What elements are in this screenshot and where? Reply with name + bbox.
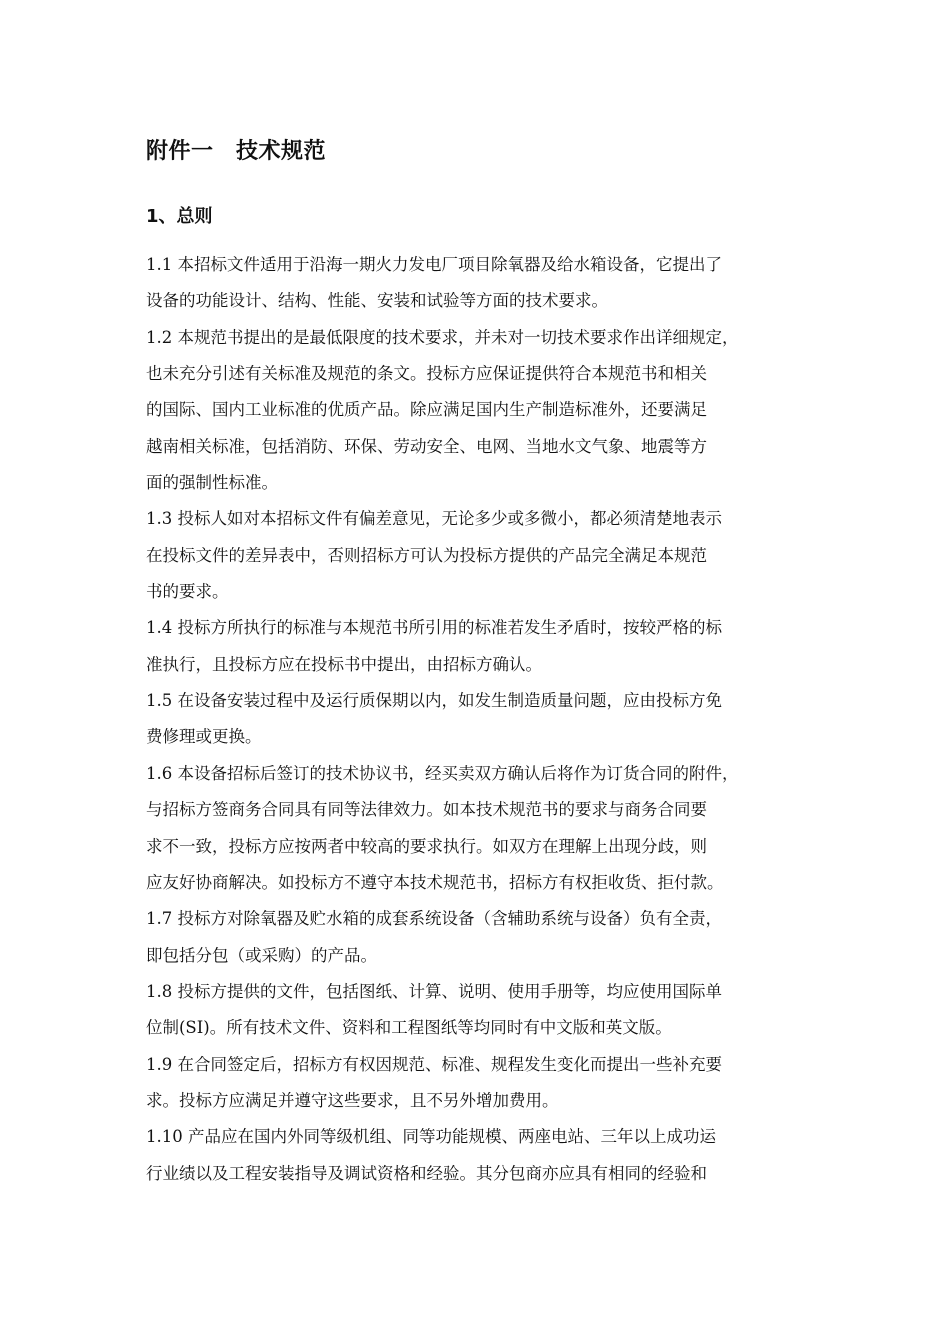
clause-list <box>146 247 830 1192</box>
text-line: 行业绩以及工程安装指导及调试资格和经验。其分包商亦应具有相同的经验和 <box>146 1163 707 1183</box>
text-line: 1.4 投标方所执行的标准与本规范书所引用的标准若发生矛盾时，按较严格的标 <box>146 618 722 638</box>
text-line: 1.5 在设备安装过程中及运行质保期以内，如发生制造质量问题，应由投标方免 <box>146 691 722 711</box>
text-line: 即包括分包（或采购）的产品。 <box>146 945 377 965</box>
text-line: 求。投标方应满足并遵守这些要求，且不另外增加费用。 <box>146 1090 559 1110</box>
text-line: 1.8 投标方提供的文件，包括图纸、计算、说明、使用手册等，均应使用国际单 <box>146 981 722 1001</box>
text-line: 也未充分引述有关标准及规范的条文。投标方应保证提供符合本规范书和相关 <box>146 364 707 384</box>
text-line: 越南相关标准，包括消防、环保、劳动安全、电网、当地水文气象、地震等方 <box>146 436 707 456</box>
text-line: 1.6 本设备招标后签订的技术协议书，经买卖双方确认后将作为订货合同的附件， <box>146 763 739 783</box>
text-line: 的国际、国内工业标准的优质产品。除应满足国内生产制造标准外，还要满足 <box>146 400 707 420</box>
text-line: 1.3 投标人如对本招标文件有偏差意见，无论多少或多微小，都必须清楚地表示 <box>146 509 722 529</box>
text-line: 在投标文件的差异表中，否则招标方可认为投标方提供的产品完全满足本规范 <box>146 545 707 565</box>
text-line: 1.10 产品应在国内外同等级机组、同等功能规模、两座电站、三年以上成功运 <box>146 1127 716 1147</box>
text-line: 设备的功能设计、结构、性能、安装和试验等方面的技术要求。 <box>146 291 608 311</box>
text-line: 书的要求。 <box>146 582 229 602</box>
text-line: 费修理或更换。 <box>146 727 262 747</box>
text-line: 准执行，且投标方应在投标书中提出，由招标方确认。 <box>146 654 542 674</box>
text-line: 求不一致，投标方应按两者中较高的要求执行。如双方在理解上出现分歧，则 <box>146 836 707 856</box>
document-title: 附件一 技术规范 <box>146 139 327 164</box>
text-line: 1.2 本规范书提出的是最低限度的技术要求，并未对一切技术要求作出详细规定， <box>146 327 739 347</box>
text-line: 与招标方签商务合同具有同等法律效力。如本技术规范书的要求与商务合同要 <box>146 800 707 820</box>
text-line: 位制(SI)。所有技术文件、资料和工程图纸等均同时有中文版和英文版。 <box>146 1018 672 1038</box>
text-line: 1.9 在合同签定后，招标方有权因规范、标准、规程发生变化而提出一些补充要 <box>146 1054 722 1074</box>
text-line: 应友好协商解决。如投标方不遵守本技术规范书，招标方有权拒收货、拒付款。 <box>146 872 724 892</box>
text-line: 面的强制性标准。 <box>146 473 278 493</box>
text-line: 1.7 投标方对除氧器及贮水箱的成套系统设备（含辅助系统与设备）负有全责， <box>146 909 722 929</box>
text-line: 1.1 本招标文件适用于沿海一期火力发电厂项目除氧器及给水箱设备，它提出了 <box>146 255 722 274</box>
section-heading: 1、总则 <box>146 206 213 227</box>
document-body <box>146 134 830 1192</box>
